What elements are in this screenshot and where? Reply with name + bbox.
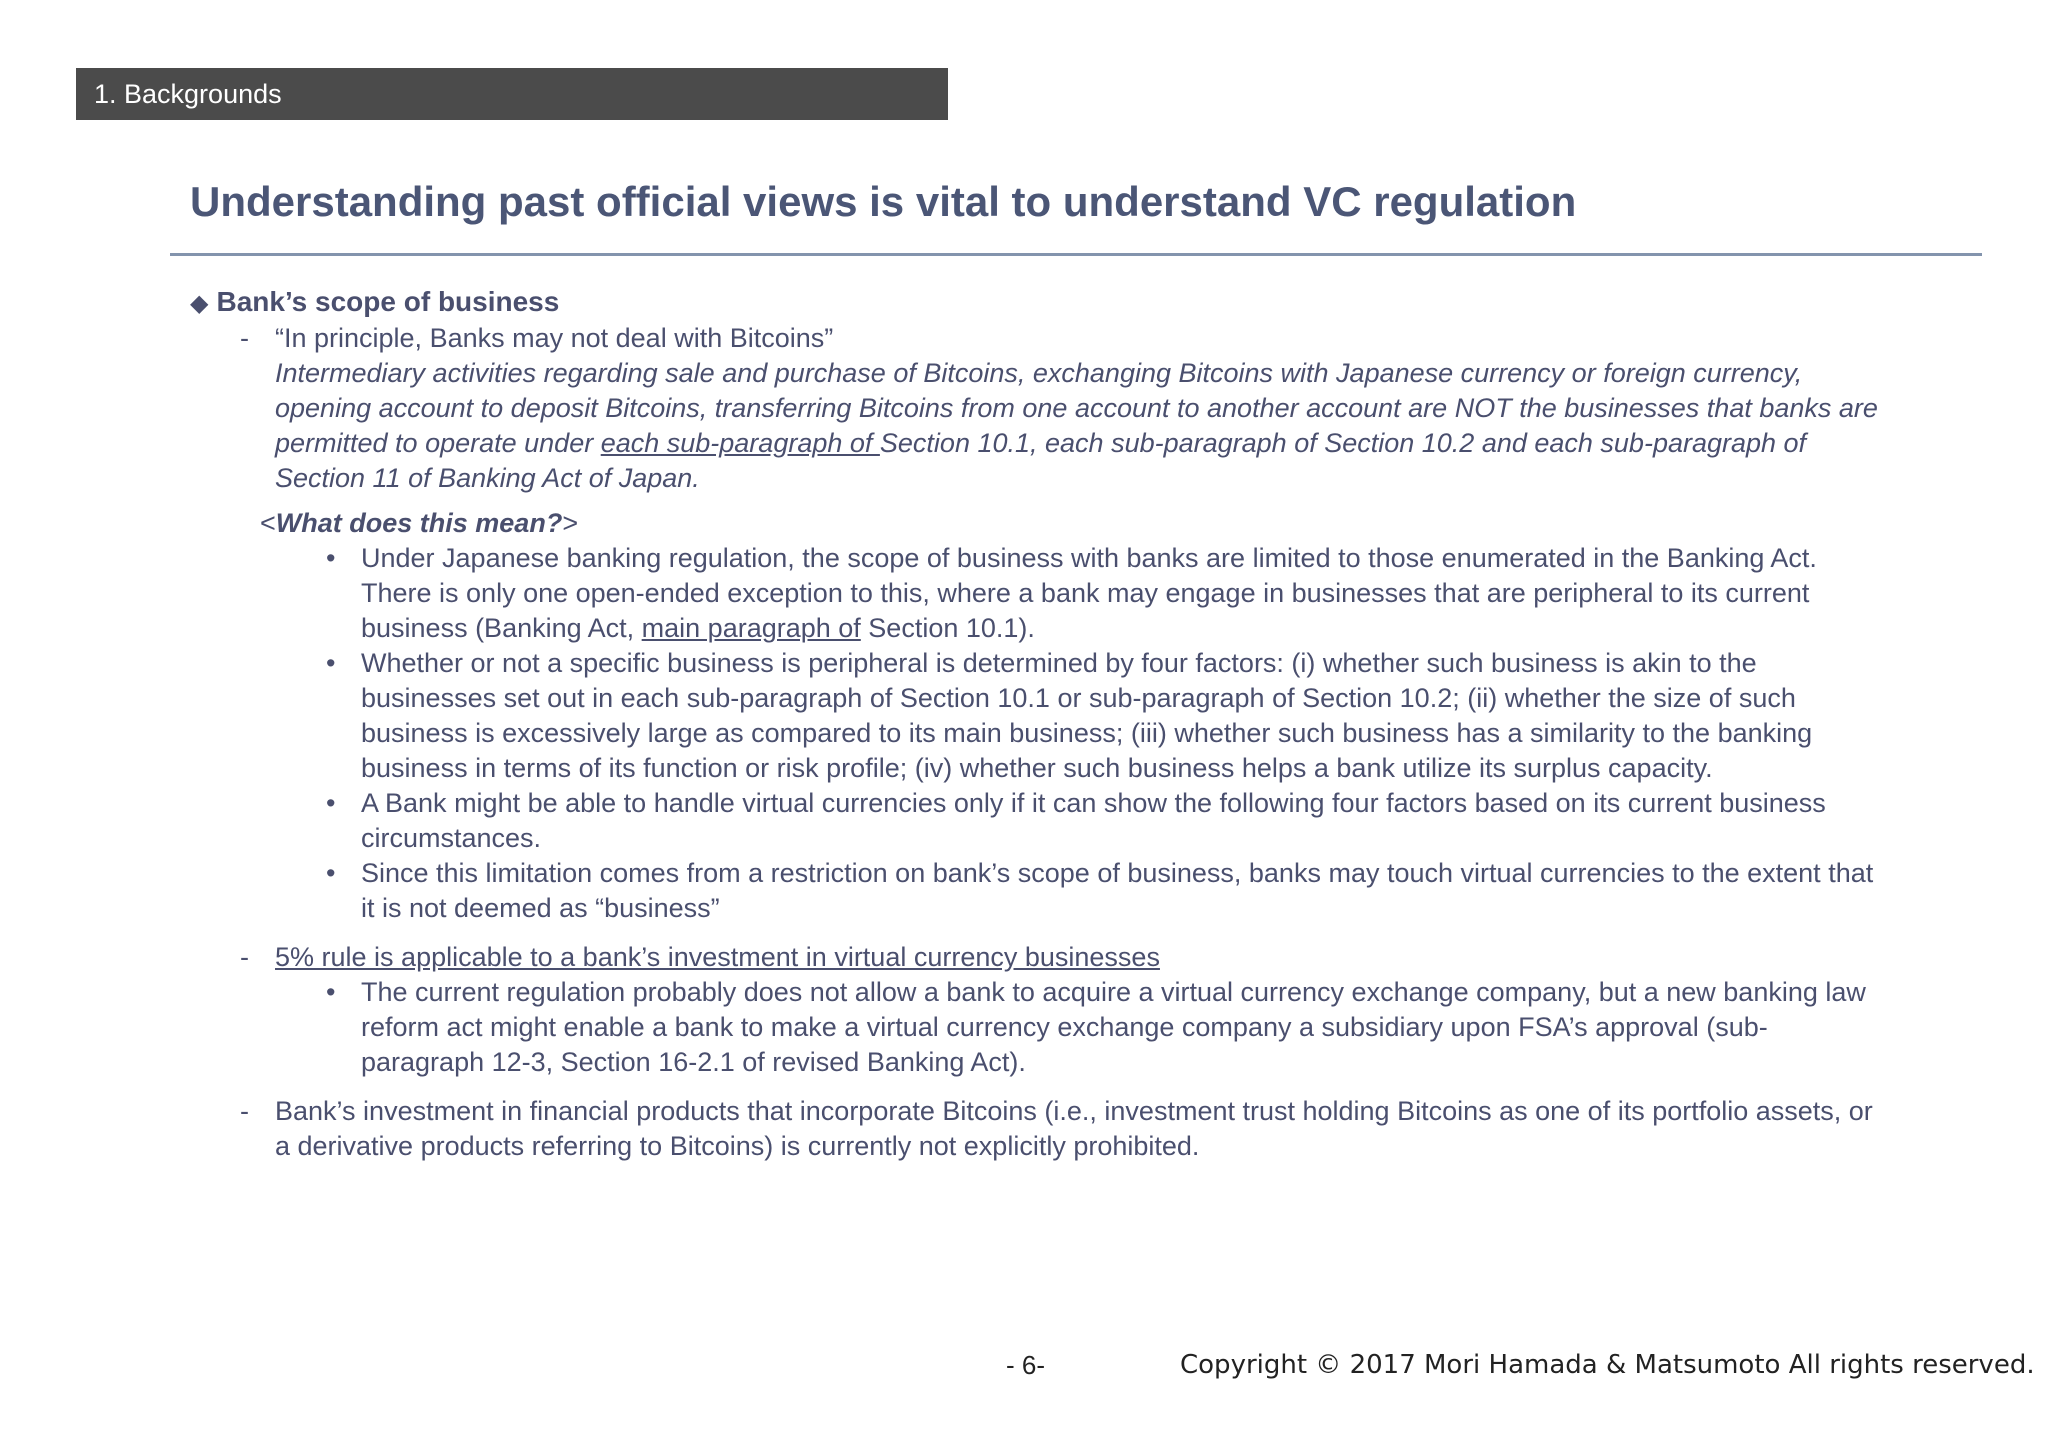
bullet-marker: • — [326, 858, 336, 888]
diamond-icon: ◆ — [190, 290, 209, 317]
list-item — [190, 975, 1890, 1080]
angle-close: > — [562, 508, 579, 538]
explanation-part-a: Intermediary activities regarding sale and purchase of Bitcoins, exchanging Bitcoins with Japanese currency or foreign currency, opening account to deposit Bitcoins, transferring Bitcoins from one account to another account are NOT the businesses that banks are permitted to operate under — [275, 358, 1878, 458]
explanation-part-b: Section 10.1, each sub-paragraph of Section 10.2 and each sub-paragraph of Section 11 of Banking Act of Japan. — [275, 428, 1807, 493]
list-item — [190, 786, 1890, 856]
what-does-this-mean-heading — [190, 506, 1890, 541]
bullet-text-underlined: main paragraph of — [641, 613, 861, 643]
financial-products-text: Bank’s investment in financial products that incorporate Bitcoins (i.e., investment trust holding Bitcoins as one of its portfolio assets, or a derivative products referring to Bitcoins) is currently not explicitly prohibited. — [275, 1096, 1873, 1161]
angle-open: < — [260, 508, 276, 538]
bullet-text: Whether or not a specific business is peripheral is determined by four factors: (i) whether such business is akin to the businesses set out in each sub-paragraph of Section 10.1 or sub-paragraph of Section 10.2; (ii) whether the size of such business is excessively large as compared to its main business; (iii) whether such business has a similarity to the banking business in terms of its function or risk profile; (iv) whether such business helps a bank utilize its surplus capacity. — [361, 648, 1813, 783]
bullet-marker: • — [326, 977, 336, 1007]
what-label: What does this mean? — [275, 508, 563, 538]
page-title: Understanding past official views is vital to understand VC regulation — [190, 178, 1577, 225]
dash-marker: - — [240, 942, 249, 972]
list-item-financial-products — [190, 1094, 1890, 1164]
slide-body — [190, 284, 1890, 1164]
bullet-text: A Bank might be able to handle virtual currencies only if it can show the following four factors based on its current business circumstances. — [361, 788, 1826, 853]
section-heading — [190, 284, 1890, 321]
bullet-marker: • — [326, 648, 336, 678]
five-percent-bullets — [190, 975, 1890, 1080]
meaning-bullets — [190, 541, 1890, 926]
heading-text: Bank’s scope of business — [216, 286, 560, 317]
dash-marker: - — [240, 1096, 249, 1126]
dash-marker: - — [240, 323, 249, 353]
bullet-text-b: Section 10.1). — [860, 613, 1035, 643]
bullet-text: Since this limitation comes from a restriction on bank’s scope of business, banks may touch virtual currencies to the extent that it is not deemed as “business” — [361, 858, 1874, 923]
title-divider — [170, 253, 1982, 256]
principle-quote: “In principle, Banks may not deal with Bitcoins” — [275, 323, 834, 353]
list-item-five-percent-rule — [190, 940, 1890, 975]
bullet-marker: • — [326, 788, 336, 818]
section-label: 1. Backgrounds — [94, 79, 282, 109]
list-item-principle — [190, 321, 1890, 496]
list-item — [190, 646, 1890, 786]
bullet-text-a: Under Japanese banking regulation, the scope of business with banks are limited to those enumerated in the Banking Act. There is only one open-ended exception to this, where a bank may engage in businesses that are peripheral to its current business (Banking Act, — [361, 543, 1817, 643]
section-header-bar — [76, 68, 948, 120]
bullet-text: The current regulation probably does not allow a bank to acquire a virtual currency exchange company, but a new banking law reform act might enable a bank to make a virtual currency exchange company a subsidiary upon FSA’s approval (sub-paragraph 12-3, Section 16-2.1 of revised Banking Act). — [361, 977, 1866, 1077]
bullet-marker: • — [326, 543, 336, 573]
copyright-notice: Copyright © 2017 Mori Hamada & Matsumoto All rights reserved. — [1180, 1350, 2035, 1380]
five-percent-rule-title: 5% rule is applicable to a bank’s investment in virtual currency businesses — [275, 942, 1160, 972]
principle-explanation — [275, 356, 1890, 496]
list-item — [190, 541, 1890, 646]
explanation-underlined: each sub-paragraph of — [600, 428, 880, 458]
page-number: - 6- — [1006, 1350, 1045, 1380]
list-item — [190, 856, 1890, 926]
